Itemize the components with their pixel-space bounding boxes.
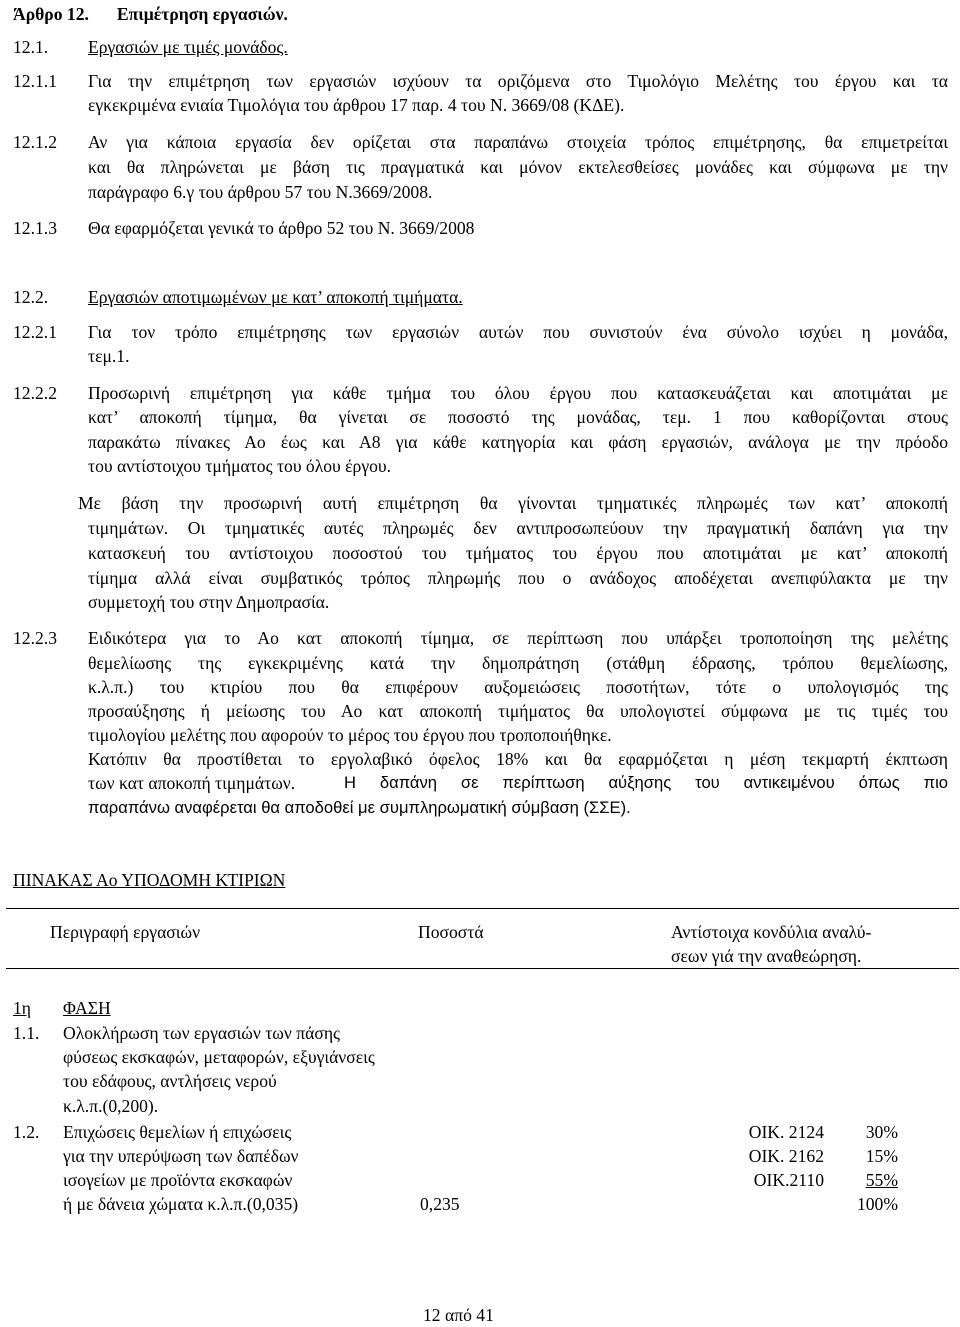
page-number: 12 από 41 (423, 1305, 494, 1325)
article-number: Άρθρο 12. (13, 4, 89, 24)
section-12-1-title: Εργασιών με τιμές μονάδος. (88, 37, 288, 57)
item-1-1-line: φύσεως εκσκαφών, μεταφορών, εξυγιάνσεις (63, 1047, 375, 1067)
analysis-share: 15% (865, 1146, 898, 1166)
para-12-2-2-line: του αντίστοιχου τμήματος του όλου έργου. (88, 456, 392, 476)
para-12-2-3-line-mixed (88, 771, 948, 795)
phase-title: ΦΑΣΗ (63, 998, 111, 1018)
table-header-rule (6, 968, 959, 969)
para-12-2-1-line: Για τον τρόπο επιμέτρησης των εργασιών αυτών που συνιστούν ένα σύνολο ισχύει η μονάδα, (88, 322, 948, 342)
article-title: Επιμέτρηση εργασιών. (116, 4, 288, 24)
phase-number: 1η (13, 998, 31, 1018)
article-heading (13, 2, 288, 26)
table-head-percent: Ποσοστά (418, 922, 484, 942)
analysis-code: ΟΙΚ. 2124 (748, 1122, 824, 1142)
para-12-1-2-line: Αν για κάποια εργασία δεν ορίζεται στα παραπάνω στοιχεία τρόπος επιμέτρησης, θα επιμετρείται (88, 132, 948, 152)
table-head-description: Περιγραφή εργασιών (50, 922, 201, 942)
analysis-share: 55% (865, 1170, 898, 1190)
item-1-2-percent: 0,235 (420, 1194, 460, 1214)
item-1-2-number: 1.2. (13, 1122, 40, 1142)
analysis-code: ΟΙΚ. 2162 (748, 1146, 824, 1166)
para-12-2-2b-line: Με βάση την προσωρινή αυτή επιμέτρηση θα γίνονται τμηματικές πληρωμές των κατ’ αποκοπή (78, 493, 948, 513)
para-12-1-2-line: παράγραφο 6.γ του άρθρου 57 του Ν.3669/2008. (88, 182, 433, 202)
para-12-2-2-line: κατ’ αποκοπή τίμημα, θα γίνεται σε ποσοστό της μονάδας, τεμ. 1 που καθορίζονται στους (88, 407, 948, 427)
table-head-items: Αντίστοιχα κονδύλια αναλύ- (671, 922, 872, 942)
item-1-2-line: ή με δάνεια χώματα κ.λ.π.(0,035) (63, 1194, 299, 1214)
analysis-code: ΟΙΚ.2110 (753, 1170, 824, 1190)
para-12-2-2-line: Προσωρινή επιμέτρηση για κάθε τμήμα του όλου έργου που κατασκευάζεται και αποτιμάται με (88, 383, 948, 403)
para-12-2-2b-line: συμμετοχή του στην Δημοπρασία. (88, 592, 330, 612)
para-12-2-2-line: παρακάτω πίνακες Αο έως και Α8 για κάθε κατηγορία και φάση εργασιών, ανάλογα με την πρόοδο (88, 432, 948, 452)
item-1-2-line: ισογείων με προϊόντα εκσκαφών (63, 1170, 293, 1190)
para-12-1-2-line: και θα πληρώνεται με βάση τις πραγματικά και μόνον εκτελεσθείσες μονάδες και σύμφωνα με την (88, 157, 948, 177)
para-12-2-3-line7-serif: των κατ αποκοπή τιμημάτων. (88, 773, 296, 793)
item-1-1-number: 1.1. (13, 1023, 40, 1043)
para-12-2-3-line: προσαύξησης ή μείωσης του Αο κατ αποκοπή τιμήματος θα υπολογιστεί σύμφωνα με τις τιμές του (88, 701, 948, 721)
para-12-1-2-number: 12.1.2 (13, 132, 57, 152)
table-top-rule (6, 908, 959, 909)
para-12-1-3-line: Θα εφαρμόζεται γενικά το άρθρο 52 του Ν. 3669/2008 (88, 218, 475, 238)
para-12-2-3-line: κ.λ.π.) του κτιρίου που θα επιφέρουν αυξομειώσεις ποσοτήτων, τότε ο υπολογισμός της (88, 677, 948, 697)
para-12-1-1-line: εγκεκριμένα ενιαία Τιμολόγια του άρθρου 17 παρ. 4 του Ν. 3669/08 (ΚΔΕ). (88, 95, 625, 115)
para-12-1-3-number: 12.1.3 (13, 218, 57, 238)
para-12-2-3-line: Κατόπιν θα προστίθεται το εργολαβικό όφελος 18% και θα εφαρμόζεται η μέση τεκμαρτή έκπτωση (88, 749, 948, 769)
para-12-2-2-number: 12.2.2 (13, 383, 57, 403)
para-12-2-3-line: τιμολογίου μελέτης που αφορούν το μέρος του έργου που τροποποιήθηκε. (88, 725, 612, 745)
item-1-1-line: του εδάφους, αντλήσεις νερού (63, 1071, 277, 1091)
section-12-2-title: Εργασιών αποτιμωμένων με κατ’ αποκοπή τιμήματα. (88, 287, 463, 307)
item-1-2-line: Επιχώσεις θεμελίων ή επιχώσεις (63, 1122, 292, 1142)
item-1-1-line: κ.λ.π.(0,200). (63, 1096, 159, 1116)
section-12-1-number: 12.1. (13, 37, 49, 57)
para-12-2-1-number: 12.2.1 (13, 322, 57, 342)
para-12-1-1-line: Για την επιμέτρηση των εργασιών ισχύουν τα οριζόμενα στο Τιμολόγιο Μελέτης του έργου και τα (88, 71, 948, 91)
item-1-2-line: για την υπερύψωση των δαπέδων (63, 1146, 299, 1166)
para-12-2-2b-line: τιμημάτων. Οι τμηματικές αυτές πληρωμές δεν αντιπροσωπεύουν την πραγματική δαπάνη για την (88, 518, 948, 538)
analysis-share: 30% (865, 1122, 898, 1142)
para-12-2-2b-line: κατασκευή του αντίστοιχου ποσοστού του τμήματος του έργου που αποτιμάται με κατ’ αποκοπή (88, 543, 948, 563)
para-12-2-2b-line: τίμημα αλλά είναι συμβατικός τρόπος πληρωμής που ο ανάδοχος αποδέχεται ανεπιφύλακτα με την (88, 568, 948, 588)
para-12-2-3-line: Ειδικότερα για το Αο κατ αποκοπή τίμημα, σε περίπτωση που υπάρξει τροποποίηση της μελέτης (88, 628, 948, 648)
para-12-2-3-line: παραπάνω αναφέρεται θα αποδοθεί με συμπληρωματική σύμβαση (ΣΣΕ). (88, 798, 631, 817)
item-1-1-line: Ολοκλήρωση των εργασιών των πάσης (63, 1023, 340, 1043)
para-12-1-1-number: 12.1.1 (13, 71, 57, 91)
para-12-2-3-line: θεμελίωσης της εγκεκριμένης κατά την δημοπράτηση (στάθμη έδρασης, τρόπου θεμελίωσης, (88, 653, 948, 673)
analysis-total: 100% (856, 1194, 898, 1214)
para-12-2-3-line7-sans: Η δαπάνη σε περίπτωση αύξησης του αντικειμένου όπως πιο (344, 773, 948, 792)
table-head-items: σεων γιά την αναθεώρηση. (671, 946, 862, 966)
para-12-2-3-number: 12.2.3 (13, 628, 57, 648)
section-12-2-number: 12.2. (13, 287, 49, 307)
para-12-2-1-line: τεμ.1. (88, 346, 130, 366)
table-title: ΠΙΝΑΚΑΣ Αο ΥΠΟΔΟΜΗ ΚΤΙΡΙΩΝ (13, 870, 286, 890)
